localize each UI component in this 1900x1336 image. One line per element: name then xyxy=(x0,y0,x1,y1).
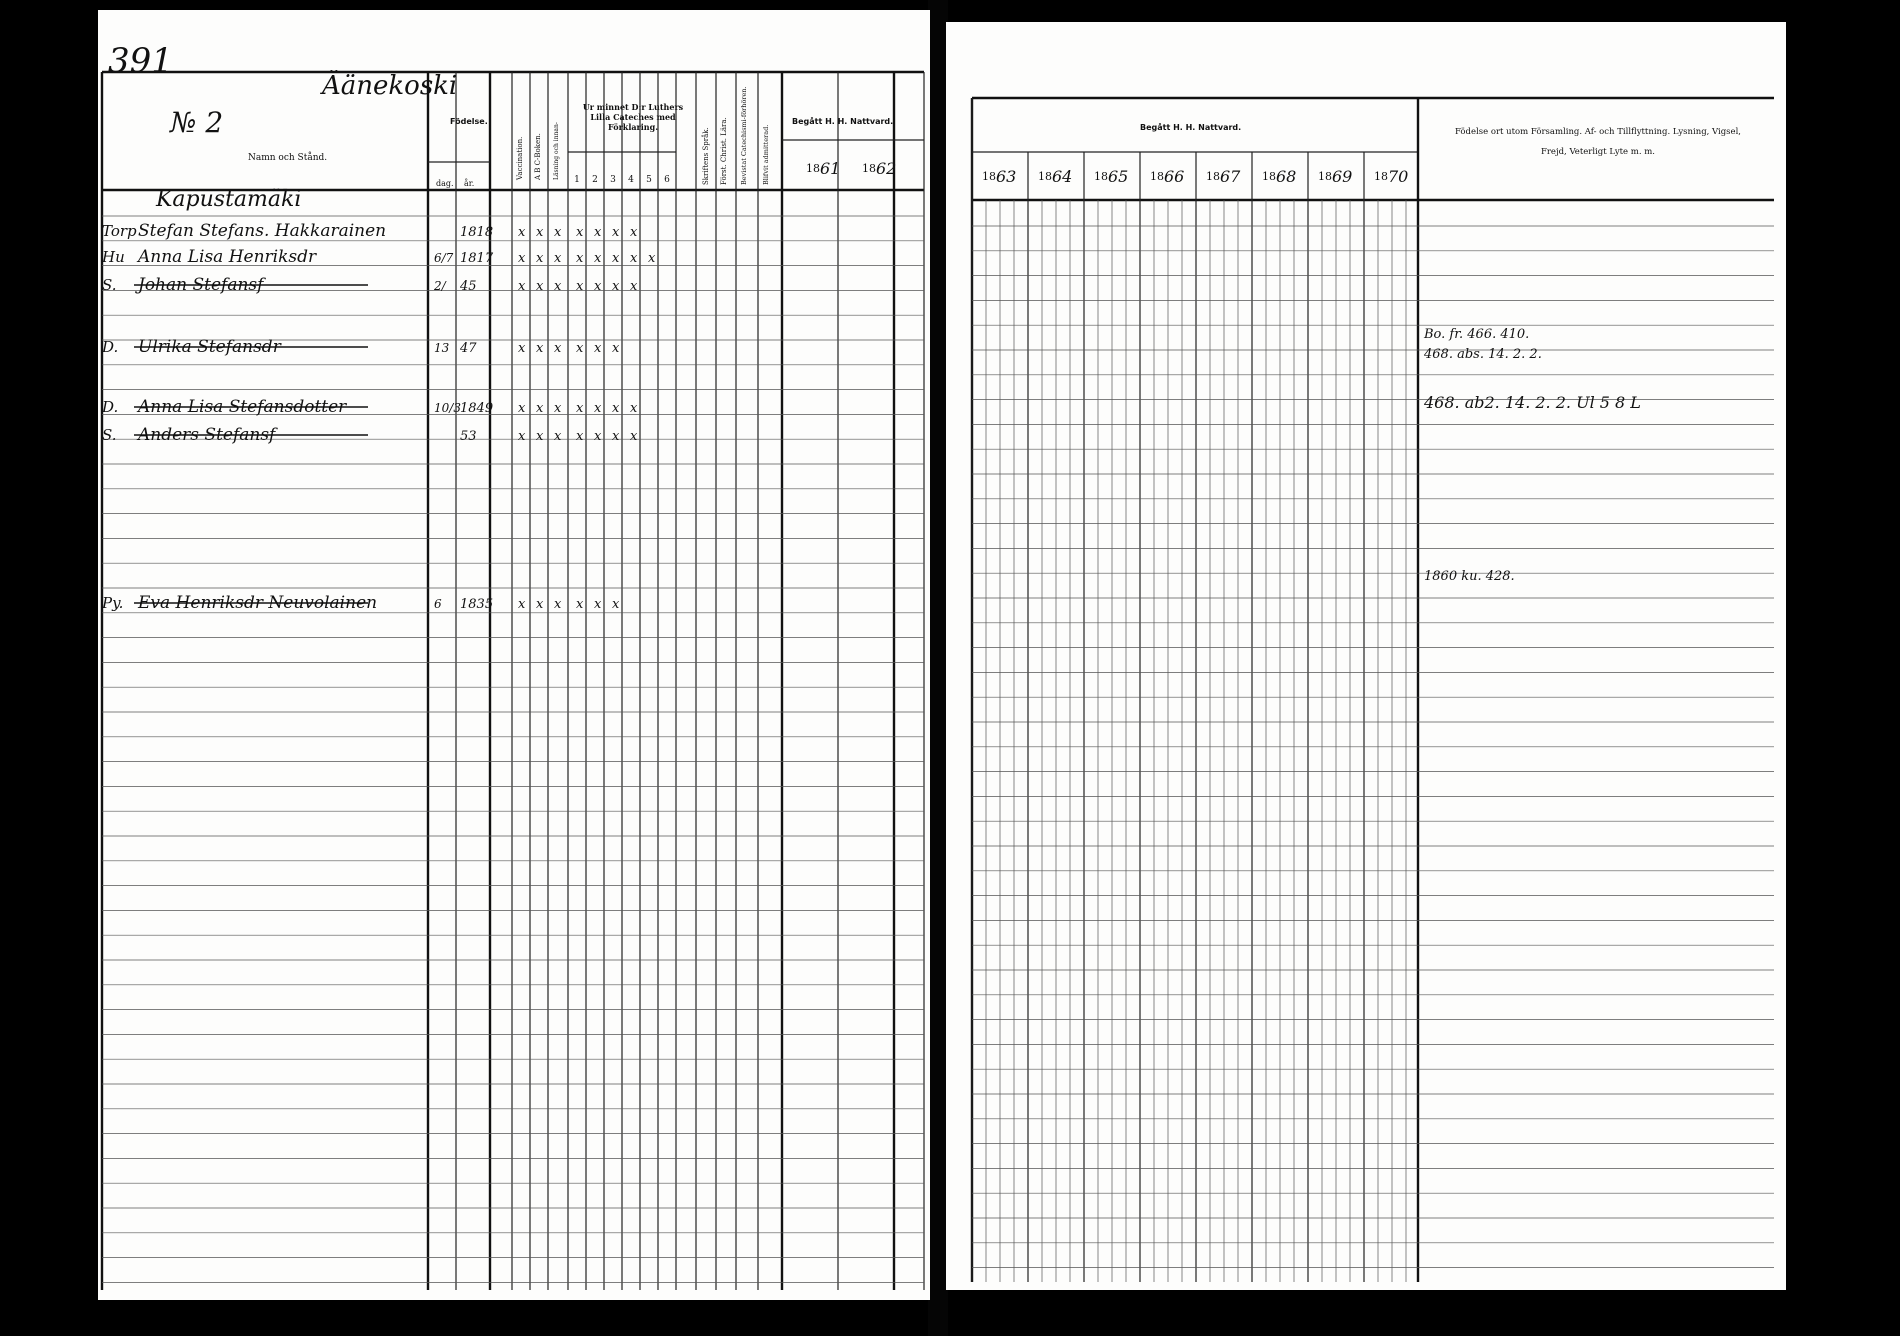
entry-name: Eva Henriksdr Neuvolainen xyxy=(138,593,378,613)
entry-birth-day: 2/ xyxy=(434,279,446,293)
entry-mark: x xyxy=(536,251,544,266)
year-prefix: 18 xyxy=(1094,170,1108,183)
entry-mark: x xyxy=(518,225,526,240)
header-communion-admitted: Blifvit admitterad. xyxy=(762,124,770,185)
entry-mark: x xyxy=(536,341,544,356)
entry-mark: x xyxy=(576,341,584,356)
entry-mark: x xyxy=(536,597,544,612)
entry-row xyxy=(155,187,301,212)
village-name: Äänekoski xyxy=(322,71,458,101)
entry-mark: x xyxy=(612,341,620,356)
entry-mark: x xyxy=(554,341,562,356)
remark-text: Bo. fr. 466. 410. xyxy=(1424,327,1530,342)
header-christ-doctrine: Först. Christ. Lära. xyxy=(720,117,728,185)
remark-text: 468. ab2. 14. 2. 2. Ul 5 8 L xyxy=(1424,393,1641,412)
entry-mark: x xyxy=(518,251,526,266)
year-header-66: 66 xyxy=(1164,167,1185,186)
entry-birth-year: 47 xyxy=(460,341,477,356)
left-header xyxy=(169,86,896,188)
entry-role: S. xyxy=(102,276,117,294)
entry-mark: x xyxy=(612,597,620,612)
header-year-61: 61 xyxy=(820,159,841,178)
header-day: dag. xyxy=(436,179,454,188)
remark-text: 468. abs. 14. 2. 2. xyxy=(1424,347,1542,362)
year-header-68: 68 xyxy=(1276,167,1297,186)
entry-row xyxy=(101,247,656,267)
catechism-col-2: 2 xyxy=(592,175,598,185)
catechism-col-4: 4 xyxy=(628,175,634,185)
header-year-61-prefix: 18 xyxy=(806,162,820,175)
right-year-headers xyxy=(982,167,1408,186)
entry-mark: x xyxy=(518,401,526,416)
entry-name: Anna Lisa Henriksdr xyxy=(138,247,317,267)
entry-mark: x xyxy=(612,429,620,444)
entry-mark: x xyxy=(554,279,562,294)
year-header-63: 63 xyxy=(996,167,1017,186)
entry-mark: x xyxy=(594,279,602,294)
entry-mark: x xyxy=(518,341,526,356)
entry-mark: x xyxy=(594,401,602,416)
year-header-70: 70 xyxy=(1388,167,1409,186)
year-header-67: 67 xyxy=(1220,167,1241,186)
header-year: år. xyxy=(464,179,475,188)
left-entries xyxy=(101,187,656,613)
year-header-64: 64 xyxy=(1052,167,1073,186)
entry-mark: x xyxy=(554,597,562,612)
right-header-remarks-box xyxy=(1418,122,1778,182)
year-prefix: 18 xyxy=(982,170,996,183)
entry-row xyxy=(102,221,638,241)
header-communion: Begått H. H. Nattvard. xyxy=(792,117,894,126)
entry-mark: x xyxy=(612,401,620,416)
entry-mark: x xyxy=(594,251,602,266)
right-ledger-grid xyxy=(946,22,1786,1290)
entry-mark: x xyxy=(576,401,584,416)
entry-mark: x xyxy=(594,225,602,240)
entry-row xyxy=(102,425,638,445)
year-header-65: 65 xyxy=(1108,167,1129,186)
remark-text: 1860 ku. 428. xyxy=(1424,569,1515,584)
header-bible-history: Skriftens Språk. xyxy=(702,127,710,185)
entry-mark: x xyxy=(536,401,544,416)
right-grid-lines xyxy=(972,98,1774,1282)
entry-mark: x xyxy=(594,341,602,356)
entry-row xyxy=(102,275,638,295)
entry-mark: x xyxy=(576,279,584,294)
header-year-62: 62 xyxy=(876,159,897,178)
catechism-col-6: 6 xyxy=(664,175,670,185)
entry-birth-day: 6/7 xyxy=(434,251,454,265)
header-names: Namn och Stånd. xyxy=(248,153,328,163)
entry-birth-day: 6 xyxy=(434,597,442,611)
entry-name: Ulrika Stefansdr xyxy=(138,337,281,357)
entry-mark: x xyxy=(612,251,620,266)
entry-mark: x xyxy=(630,251,638,266)
entry-mark: x xyxy=(536,279,544,294)
entry-mark: x xyxy=(594,597,602,612)
entry-role: D. xyxy=(102,398,119,416)
entry-mark: x xyxy=(518,429,526,444)
year-prefix: 18 xyxy=(1374,170,1388,183)
entry-birth-year: 45 xyxy=(460,279,477,294)
entry-mark: x xyxy=(536,429,544,444)
entry-name: Johan Stefansf xyxy=(138,275,264,295)
entry-role: Py. xyxy=(102,594,124,612)
entry-mark: x xyxy=(612,225,620,240)
entry-mark: x xyxy=(576,225,584,240)
entry-name: Stefan Stefans. Hakkarainen xyxy=(138,221,387,241)
catechism-col-3: 3 xyxy=(610,175,616,185)
entry-birth-year: 1818 xyxy=(460,225,494,240)
header-abc-book: A B C-Boken. xyxy=(534,133,542,180)
entry-mark: x xyxy=(576,429,584,444)
entry-mark: x xyxy=(554,251,562,266)
right-remarks xyxy=(1423,327,1641,584)
entry-mark: x xyxy=(594,429,602,444)
book-gutter xyxy=(928,0,948,1336)
header-catechism: Ur minnet D:r Luthers Lilla Cateches med Förklaring. xyxy=(582,102,684,132)
year-prefix: 18 xyxy=(1206,170,1220,183)
entry-mark: x xyxy=(554,401,562,416)
entry-role: S. xyxy=(102,426,117,444)
entry-name: Kapustamäki xyxy=(156,187,302,212)
entry-mark: x xyxy=(518,279,526,294)
catechism-col-1: 1 xyxy=(574,175,580,185)
right-header-remarks: Födelse ort utom Församling. Af- och Tillflyttning. Lysning, Vigsel, Frejd, Veterligt Lyte m. m. xyxy=(1455,127,1741,157)
entry-birth-year: 1817 xyxy=(460,251,494,266)
right-header-communion: Begått H. H. Nattvard. xyxy=(1140,123,1242,132)
header-catechism-explained: Bevistat Catechismi-förhören. xyxy=(740,86,748,185)
entry-birth-day: 13 xyxy=(434,341,450,355)
left-page xyxy=(98,10,930,1300)
entry-mark: x xyxy=(554,429,562,444)
entry-mark: x xyxy=(648,251,656,266)
header-catechism-box xyxy=(576,102,690,150)
entry-mark: x xyxy=(612,279,620,294)
year-header-69: 69 xyxy=(1332,167,1353,186)
entry-row xyxy=(101,593,620,613)
entry-role: Hu xyxy=(102,248,125,266)
entry-birth-year: 1849 xyxy=(460,401,494,416)
entry-mark: x xyxy=(630,225,638,240)
right-header xyxy=(982,122,1778,186)
left-ledger-grid xyxy=(98,10,930,1300)
entry-mark: x xyxy=(554,225,562,240)
catechism-col-5: 5 xyxy=(646,175,652,185)
entry-mark: x xyxy=(536,225,544,240)
entry-birth-day: 10/3 xyxy=(434,401,461,415)
page-number: 391 xyxy=(108,41,173,81)
header-vaccinated: Vaccination. xyxy=(516,136,524,180)
year-prefix: 18 xyxy=(1262,170,1276,183)
entry-role: D. xyxy=(102,338,119,356)
entry-birth-year: 53 xyxy=(460,429,477,444)
header-year-62-prefix: 18 xyxy=(862,162,876,175)
entry-birth-year: 1835 xyxy=(460,597,494,612)
entry-mark: x xyxy=(630,279,638,294)
header-birth: Födelse. xyxy=(450,117,488,126)
entry-role: Torp xyxy=(102,222,137,240)
entry-mark: x xyxy=(630,401,638,416)
entry-name: Anna Lisa Stefansdotter xyxy=(138,397,347,417)
header-reading: Läsning och innan- xyxy=(553,122,560,180)
year-prefix: 18 xyxy=(1150,170,1164,183)
entry-mark: x xyxy=(576,597,584,612)
year-prefix: 18 xyxy=(1038,170,1052,183)
entry-mark: x xyxy=(630,429,638,444)
farm-number: № 2 xyxy=(170,106,224,139)
entry-mark: x xyxy=(518,597,526,612)
right-page xyxy=(946,22,1786,1290)
entry-row xyxy=(101,397,638,417)
entry-name: Anders Stefansf xyxy=(138,425,276,445)
year-prefix: 18 xyxy=(1318,170,1332,183)
entry-mark: x xyxy=(576,251,584,266)
